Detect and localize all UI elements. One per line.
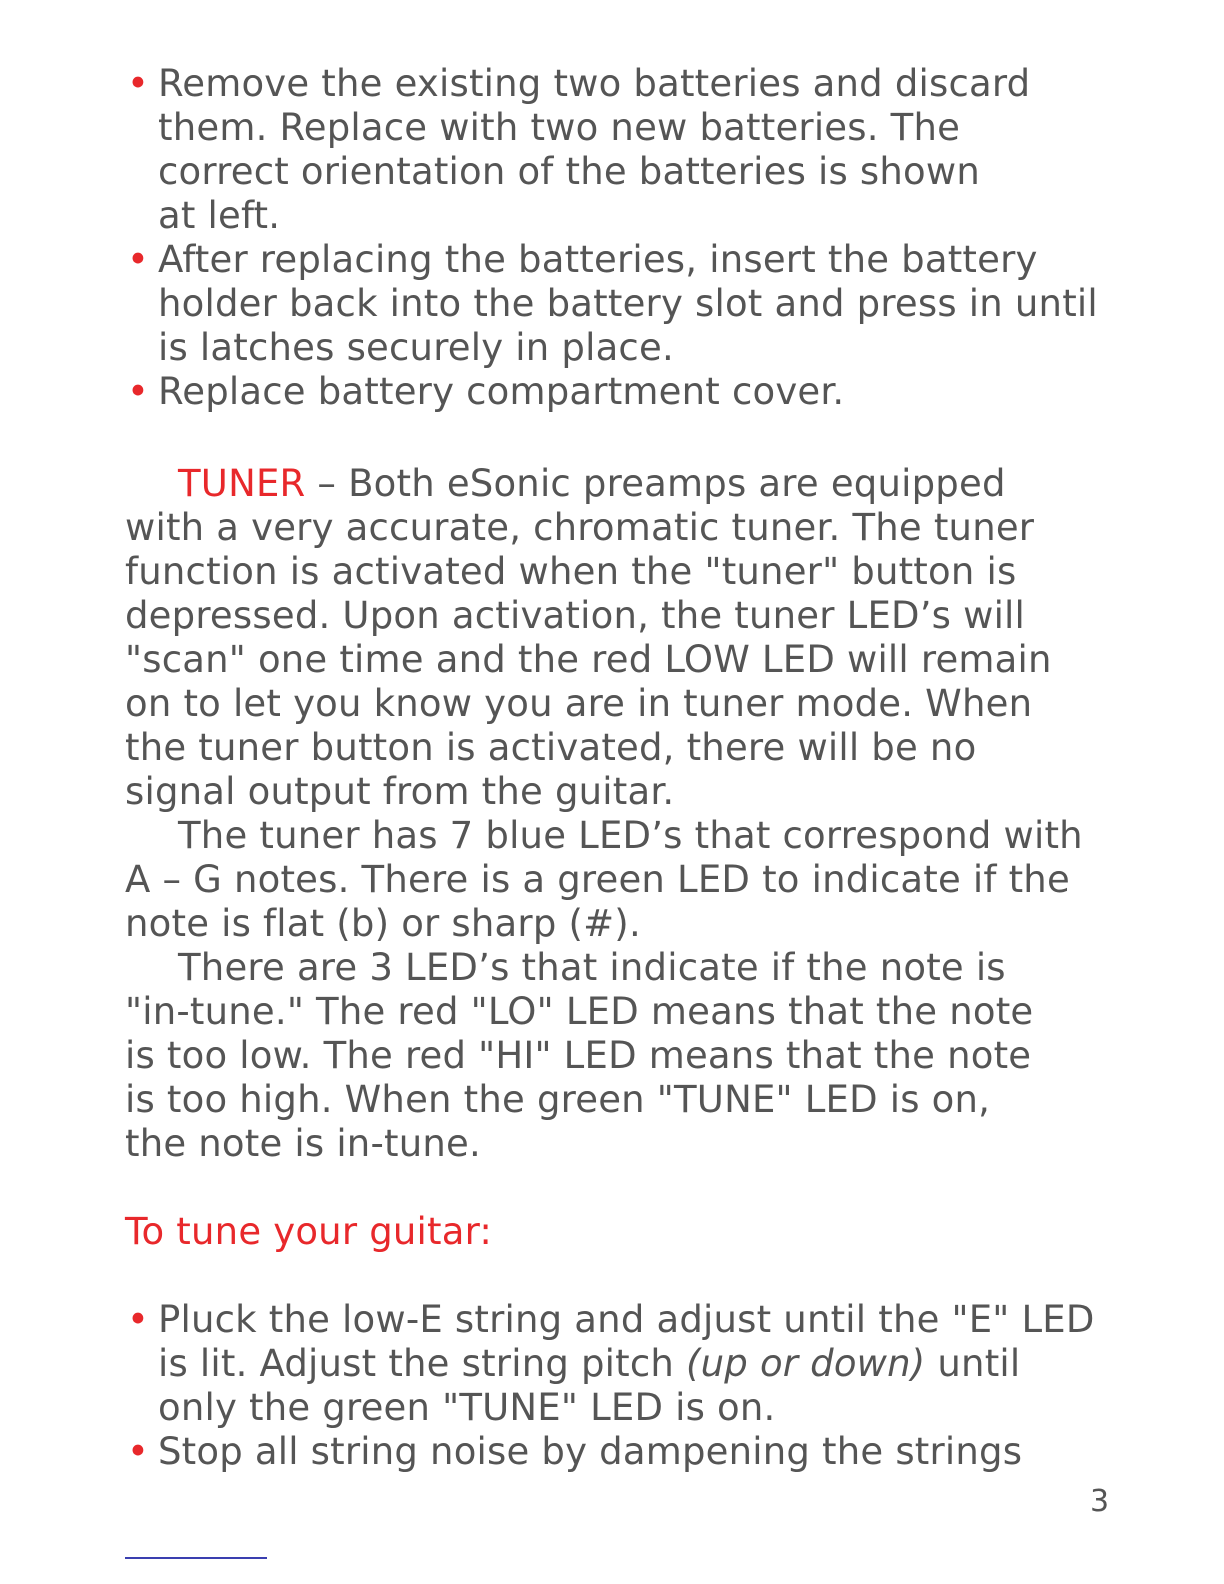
page-number: 3 <box>1090 1484 1110 1519</box>
text-line: only the green "TUNE" LED is on. <box>158 1386 776 1429</box>
tuner-paragraph-2 <box>125 814 1125 858</box>
text-line: on to let you know you are in tuner mode. When <box>125 682 1033 725</box>
text-line: note is flat (b) or sharp (#). <box>125 902 641 945</box>
list-item <box>125 238 1125 370</box>
bullet-icon: • <box>127 238 150 281</box>
text-line: correct orientation of the batteries is shown <box>158 150 981 193</box>
text-line: The tuner has 7 blue LED’s that correspond with <box>178 814 1083 857</box>
text-line: signal output from the guitar. <box>125 770 675 813</box>
tuner-paragraph-3 <box>125 946 1125 990</box>
text-line: Pluck the low-E string and adjust until the "E" LED <box>158 1298 1095 1341</box>
text-line: at left. <box>158 194 281 237</box>
text-line: is too low. The red "HI" LED means that the note <box>125 1034 1032 1077</box>
text-line: until <box>925 1342 1021 1385</box>
text-line: A – G notes. There is a green LED to indicate if the <box>125 858 1070 901</box>
list-item <box>125 1298 1125 1430</box>
text-line: them. Replace with two new batteries. The <box>158 106 961 149</box>
text-line: Replace battery compartment cover. <box>158 370 845 413</box>
text-line: is latches securely in place. <box>158 326 674 369</box>
bullet-icon: • <box>127 62 150 105</box>
list-item <box>125 370 1125 414</box>
text-line: is too high. When the green "TUNE" LED is on, <box>125 1078 991 1121</box>
list-item <box>125 62 1125 238</box>
text-line: the note is in-tune. <box>125 1122 481 1165</box>
text-line: "scan" one time and the red LOW LED will remain <box>125 638 1052 681</box>
tuner-paragraph-3-body <box>125 990 1125 1166</box>
battery-steps-list <box>125 62 1125 414</box>
tuner-paragraph-2-body <box>125 858 1125 946</box>
text-line: – Both eSonic preamps are equipped <box>305 462 1006 505</box>
tuner-label: TUNER <box>178 462 306 505</box>
bullet-icon: • <box>127 370 150 413</box>
text-line: There are 3 LED’s that indicate if the note is <box>178 946 1006 989</box>
tuner-paragraph-1-body <box>125 506 1125 814</box>
text-line: Stop all string noise by dampening the strings <box>158 1430 1023 1473</box>
footer-rule <box>125 1557 267 1559</box>
tuner-paragraph-1 <box>125 462 1125 506</box>
document-page <box>125 62 1125 1474</box>
spacer <box>125 414 1125 462</box>
text-line: function is activated when the "tuner" button is <box>125 550 1017 593</box>
text-line: Remove the existing two batteries and discard <box>158 62 1031 105</box>
text-line: is lit. Adjust the string pitch <box>158 1342 687 1385</box>
text-line: depressed. Upon activation, the tuner LED’s will <box>125 594 1026 637</box>
italic-text: (up or down) <box>686 1342 926 1385</box>
tuning-steps-list <box>125 1298 1125 1474</box>
text-line: with a very accurate, chromatic tuner. The tuner <box>125 506 1035 549</box>
text-line: holder back into the battery slot and press in until <box>158 282 1098 325</box>
list-item <box>125 1430 1125 1474</box>
text-line: "in-tune." The red "LO" LED means that the note <box>125 990 1034 1033</box>
bullet-icon: • <box>127 1430 150 1473</box>
section-heading: To tune your guitar: <box>125 1210 493 1253</box>
text-line: the tuner button is activated, there will be no <box>125 726 977 769</box>
bullet-icon: • <box>127 1298 150 1341</box>
text-line: After replacing the batteries, insert the battery <box>158 238 1038 281</box>
